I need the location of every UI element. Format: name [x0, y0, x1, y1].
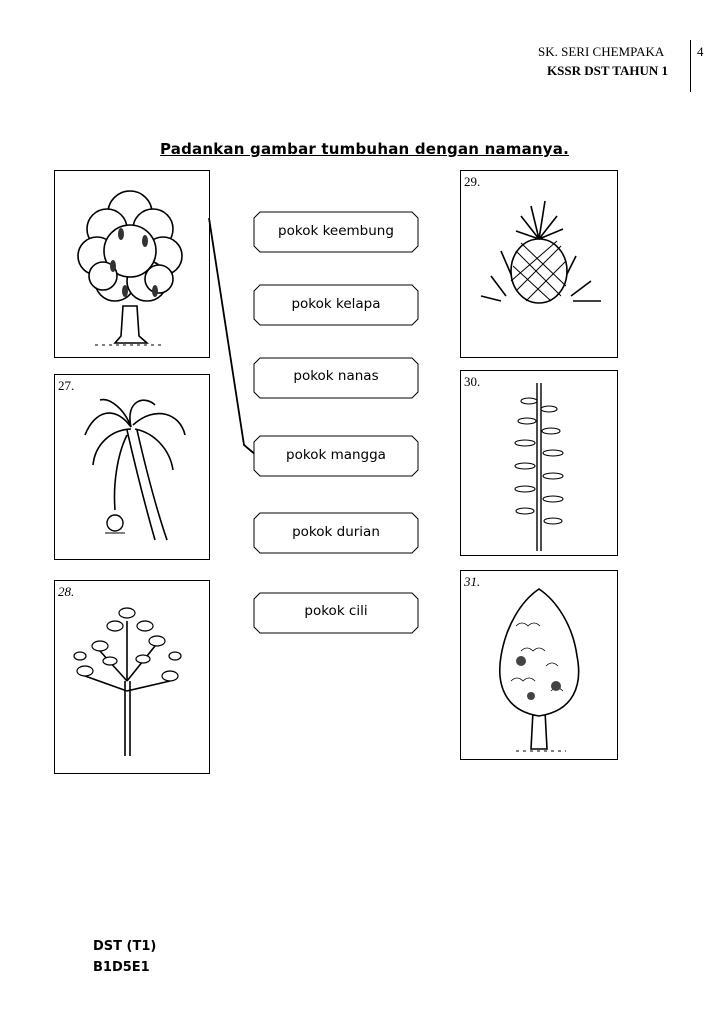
instruction-title: Padankan gambar tumbuhan dengan namanya. — [160, 140, 569, 158]
picture-frame-29 — [460, 170, 618, 358]
name-label: pokok nanas — [293, 368, 379, 384]
name-label: pokok keembung — [278, 223, 394, 239]
name-card-keembung[interactable] — [253, 211, 419, 253]
name-label: pokok kelapa — [291, 296, 381, 312]
picture-frame-28 — [54, 580, 210, 774]
question-number-31: 31. — [464, 574, 481, 589]
mango-tree-icon — [55, 171, 209, 357]
name-card-durian[interactable] — [253, 512, 419, 554]
keembung-plant-icon — [461, 371, 617, 555]
footer-code — [93, 936, 156, 978]
picture-frame-31 — [460, 570, 618, 760]
name-label: pokok cili — [304, 603, 368, 619]
name-card-kelapa[interactable] — [253, 284, 419, 326]
page-number: 4 — [697, 44, 704, 59]
chili-plant-icon — [55, 581, 209, 773]
footer-line-1: DST (T1) — [93, 939, 157, 954]
coconut-tree-icon — [55, 375, 209, 559]
picture-frame-mango — [54, 170, 210, 358]
question-number-27: 27. — [58, 378, 75, 393]
name-label: pokok mangga — [286, 447, 386, 463]
picture-frame-27 — [54, 374, 210, 560]
school-name: SK. SERI CHEMPAKA — [538, 44, 665, 59]
question-number-28: 28. — [58, 584, 75, 599]
name-card-nanas[interactable] — [253, 357, 419, 399]
question-number-30: 30. — [464, 374, 481, 389]
durian-tree-icon — [461, 571, 617, 759]
question-number-29: 29. — [464, 174, 481, 189]
name-card-mangga[interactable] — [253, 435, 419, 477]
picture-frame-30 — [460, 370, 618, 556]
name-card-cili[interactable] — [253, 592, 419, 634]
header-divider — [690, 40, 691, 92]
footer-line-2: B1D5E1 — [93, 960, 150, 975]
pineapple-icon — [461, 171, 617, 357]
course-name: KSSR DST TAHUN 1 — [547, 63, 669, 78]
name-label: pokok durian — [292, 524, 380, 540]
